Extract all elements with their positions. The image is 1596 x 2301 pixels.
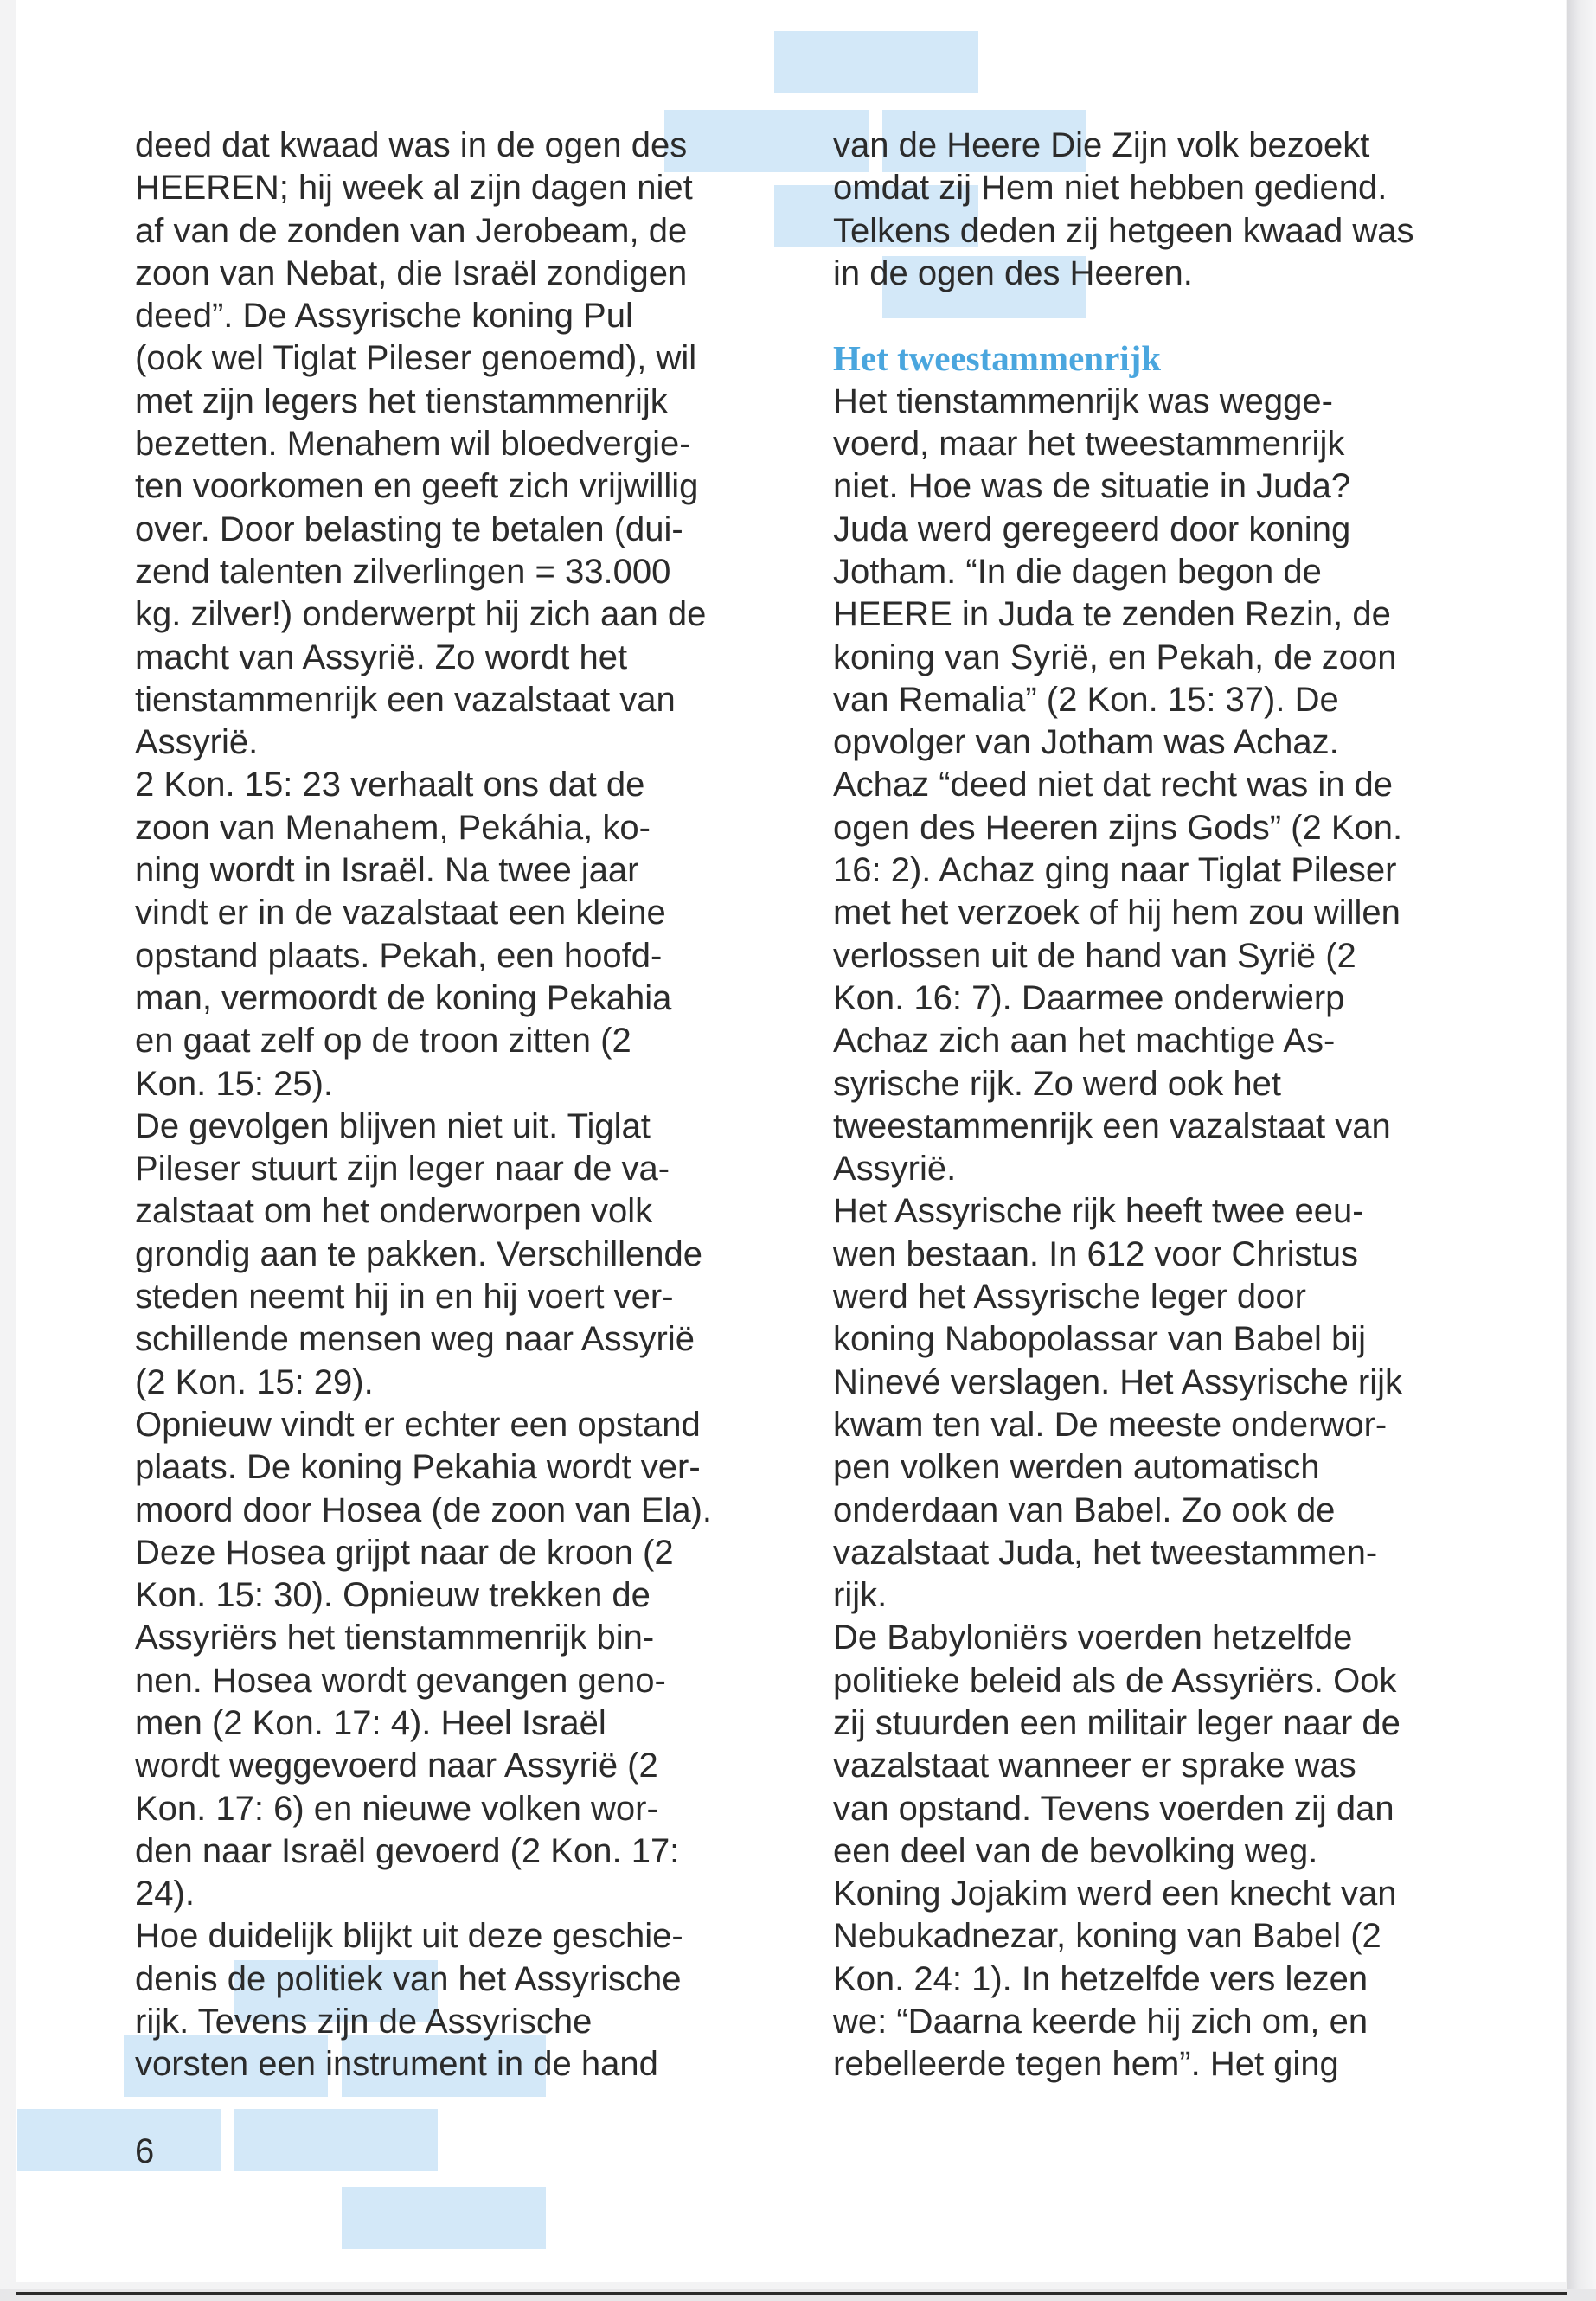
text-line: tweestammenrijk een vazalstaat van: [833, 1106, 1391, 1145]
text-line: Kon. 24: 1). In hetzelfde vers lezen: [833, 1959, 1368, 1998]
text-line: (ook wel Tiglat Pileser genoemd), wil: [135, 339, 697, 378]
text-line: met het verzoek of hij hem zou willen: [833, 894, 1401, 933]
highlight-block: [774, 31, 978, 93]
text-line: een deel van de bevolking weg.: [833, 1831, 1318, 1870]
text-line: van opstand. Tevens voerden zij dan: [833, 1789, 1394, 1828]
text-line: ten voorkomen en geeft zich vrijwillig: [135, 467, 699, 506]
text-line: Hoe duidelijk blijkt uit deze geschie-: [135, 1917, 683, 1956]
text-line: Achaz zich aan het machtige As-: [833, 1022, 1336, 1061]
text-line: De gevolgen blijven niet uit. Tiglat: [135, 1106, 651, 1145]
text-line: zalstaat om het onderworpen volk: [135, 1192, 653, 1231]
text-line: kwam ten val. De meeste onderwor-: [833, 1405, 1388, 1444]
text-line: kg. zilver!) onderwerpt hij zich aan de: [135, 595, 707, 634]
text-line: vazalstaat wanneer er sprake was: [833, 1747, 1356, 1785]
text-line: men (2 Kon. 17: 4). Heel Israël: [135, 1703, 606, 1742]
text-line: plaats. De koning Pekahia wordt ver-: [135, 1448, 701, 1487]
text-line: Pileser stuurt zijn leger naar de va-: [135, 1150, 670, 1189]
text-line: bezetten. Menahem wil bloedvergie-: [135, 425, 691, 464]
text-line: omdat zij Hem niet hebben gediend.: [833, 169, 1388, 208]
text-line: van Remalia” (2 Kon. 15: 37). De: [833, 680, 1339, 719]
text-line: nen. Hosea wordt gevangen geno-: [135, 1661, 666, 1700]
text-line: en gaat zelf op de troon zitten (2: [135, 1022, 631, 1061]
text-line: man, vermoordt de koning Pekahia: [135, 978, 672, 1017]
text-line: rijk. Tevens zijn de Assyrische: [135, 2003, 593, 2041]
text-line: vindt er in de vazalstaat een kleine: [135, 894, 666, 933]
text-line: Kon. 17: 6) en nieuwe volken wor-: [135, 1789, 658, 1828]
text-line: met zijn legers het tienstammenrijk: [135, 381, 668, 420]
section-heading: Het tweestammenrijk: [833, 338, 1162, 379]
text-line: wen bestaan. In 612 voor Christus: [833, 1234, 1359, 1273]
text-line: ogen des Heeren zijns Gods” (2 Kon.: [833, 808, 1403, 847]
text-line: macht van Assyrië. Zo wordt het: [135, 638, 628, 676]
spacer: [833, 295, 1473, 337]
text-line: Deze Hosea grijpt naar de kroon (2: [135, 1533, 674, 1572]
text-line: deed”. De Assyrische koning Pul: [135, 297, 633, 336]
highlight-block: [17, 2109, 221, 2171]
text-line: Nebukadnezar, koning van Babel (2: [833, 1917, 1381, 1956]
text-line: Ninevé verslagen. Het Assyrische rijk: [833, 1362, 1403, 1401]
text-line: steden neemt hij in en hij voert ver-: [135, 1278, 674, 1317]
text-line: voerd, maar het tweestammenrijk: [833, 425, 1345, 464]
text-line: zoon van Menahem, Pekáhia, ko-: [135, 808, 651, 847]
page-edge-right: [1567, 0, 1596, 2301]
text-line: 24).: [135, 1875, 195, 1913]
text-line: HEEREN; hij week al zijn dagen niet: [135, 169, 693, 208]
text-line: Kon. 16: 7). Daarmee onderwierp: [833, 978, 1345, 1017]
text-line: pen volken werden automatisch: [833, 1448, 1320, 1487]
text-line: vazalstaat Juda, het tweestammen-: [833, 1533, 1378, 1572]
text-line: zend talenten zilverlingen = 33.000: [135, 552, 671, 591]
page-number: 6: [135, 2132, 155, 2170]
text-line: we: “Daarna keerde hij zich om, en: [833, 2003, 1368, 2041]
text-line: ning wordt in Israël. Na twee jaar: [135, 851, 639, 890]
text-line: Juda werd geregeerd door koning: [833, 510, 1351, 548]
text-line: De Babyloniërs voerden hetzelfde: [833, 1618, 1353, 1657]
text-line: Assyriërs het tienstammenrijk bin-: [135, 1618, 655, 1657]
text-line: Telkens deden zij hetgeen kwaad was: [833, 211, 1414, 250]
text-line: zij stuurden een militair leger naar de: [833, 1703, 1401, 1742]
text-line: Assyrië.: [833, 1150, 957, 1189]
text-line: zoon van Nebat, die Israël zondigen: [135, 253, 688, 292]
text-line: Koning Jojakim werd een knecht van: [833, 1875, 1397, 1913]
text-line: van de Heere Die Zijn volk bezoekt: [833, 126, 1370, 164]
text-line: denis de politiek van het Assyrische: [135, 1959, 682, 1998]
text-line: Jotham. “In die dagen begon de: [833, 552, 1322, 591]
text-line: in de ogen des Heeren.: [833, 253, 1193, 292]
text-line: HEERE in Juda te zenden Rezin, de: [833, 595, 1391, 634]
highlight-block: [342, 2187, 546, 2249]
text-line: rebelleerde tegen hem”. Het ging: [833, 2045, 1339, 2084]
left-text-column: [135, 125, 775, 2086]
text-line: vorsten een instrument in de hand: [135, 2045, 658, 2084]
text-line: Opnieuw vindt er echter een opstand: [135, 1405, 701, 1444]
text-line: Het Assyrische rijk heeft twee eeu-: [833, 1192, 1364, 1231]
text-line: tienstammenrijk een vazalstaat van: [135, 680, 676, 719]
text-line: 2 Kon. 15: 23 verhaalt ons dat de: [135, 766, 645, 804]
text-line: Assyrië.: [135, 723, 259, 762]
text-line: deed dat kwaad was in de ogen des: [135, 126, 688, 164]
text-line: rijk.: [833, 1576, 888, 1615]
text-line: Achaz “deed niet dat recht was in de: [833, 766, 1394, 804]
page-edge-bottom: [0, 2289, 1596, 2301]
text-line: opvolger van Jotham was Achaz.: [833, 723, 1339, 762]
text-line: wordt weggevoerd naar Assyrië (2: [135, 1747, 658, 1785]
text-line: over. Door belasting te betalen (dui-: [135, 510, 683, 548]
text-line: onderdaan van Babel. Zo ook de: [833, 1490, 1336, 1529]
right-text-column: [833, 125, 1473, 2086]
text-line: opstand plaats. Pekah, een hoofd-: [135, 936, 663, 975]
highlight-block: [234, 2109, 438, 2171]
text-line: Kon. 15: 25).: [135, 1064, 334, 1103]
text-line: (2 Kon. 15: 29).: [135, 1362, 374, 1401]
text-line: 16: 2). Achaz ging naar Tiglat Pileser: [833, 851, 1397, 890]
text-line: koning van Syrië, en Pekah, de zoon: [833, 638, 1397, 676]
text-line: koning Nabopolassar van Babel bij: [833, 1320, 1366, 1359]
page-bottom-line: [16, 2292, 1567, 2295]
text-line: werd het Assyrische leger door: [833, 1278, 1306, 1317]
text-line: politieke beleid als de Assyriërs. Ook: [833, 1661, 1397, 1700]
text-line: Kon. 15: 30). Opnieuw trekken de: [135, 1576, 651, 1615]
text-line: af van de zonden van Jerobeam, de: [135, 211, 688, 250]
text-line: den naar Israël gevoerd (2 Kon. 17:: [135, 1831, 680, 1870]
text-line: grondig aan te pakken. Verschillende: [135, 1234, 703, 1273]
text-line: Het tienstammenrijk was wegge-: [833, 381, 1333, 420]
text-line: verlossen uit de hand van Syrië (2: [833, 936, 1356, 975]
text-line: niet. Hoe was de situatie in Juda?: [833, 467, 1351, 506]
text-line: schillende mensen weg naar Assyrië: [135, 1320, 695, 1359]
text-line: moord door Hosea (de zoon van Ela).: [135, 1490, 713, 1529]
text-line: syrische rijk. Zo werd ook het: [833, 1064, 1281, 1103]
